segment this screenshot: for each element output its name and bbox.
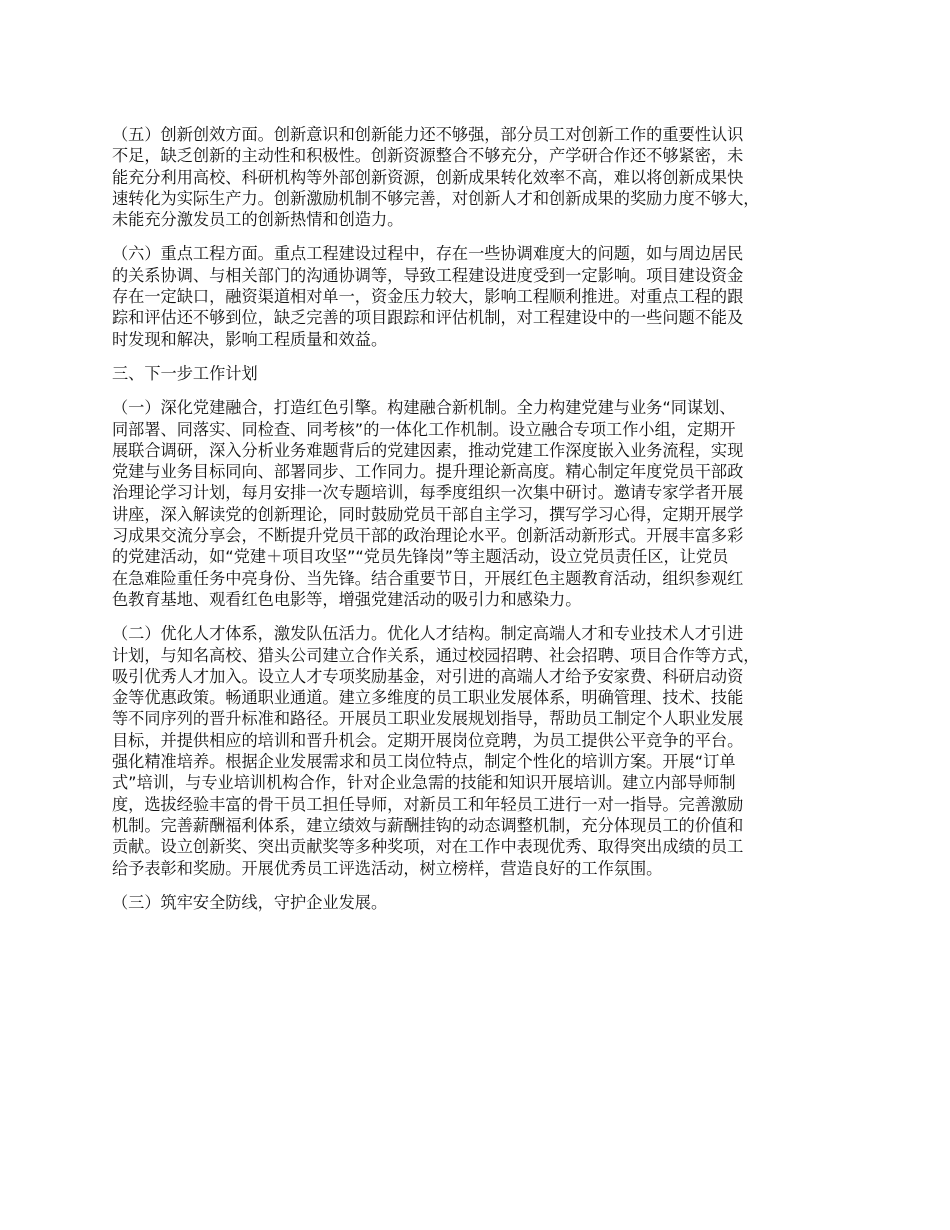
text-line: 踪和评估还不够到位，缺乏完善的项目跟踪和评估机制，对工程建设中的一些问题不能及 bbox=[112, 308, 744, 328]
text-line: 能充分利用高校、科研机构等外部创新资源，创新成果转化效率不高，难以将创新成果快 bbox=[112, 167, 744, 187]
text-line: 存在一定缺口，融资渠道相对单一，资金压力较大，影响工程顺利推进。对重点工程的跟 bbox=[112, 287, 744, 307]
text-line: 的党建活动，如“党建＋项目攻坚”“党员先锋岗”等主题活动，设立党员责任区，让党员 bbox=[112, 547, 729, 567]
text-line: 治理论学习计划，每月安排一次专题培训，每季度组织一次集中研讨。邀请专家学者开展 bbox=[112, 483, 744, 503]
text-line: 机制。完善薪酬福利体系，建立绩效与薪酬挂钩的动态调整机制，充分体现员工的价值和 bbox=[112, 815, 744, 835]
text-line: （三）筑牢安全防线，守护企业发展。 bbox=[112, 892, 388, 912]
text-line: 给予表彰和奖励。开展优秀员工评选活动，树立榜样，营造良好的工作氛围。 bbox=[112, 858, 663, 878]
text-line: 速转化为实际生产力。创新激励机制不够完善，对创新人才和创新成果的奖励力度不够大， bbox=[112, 188, 760, 208]
text-line: （六）重点工程方面。重点工程建设过程中，存在一些协调难度大的问题，如与周边居民 bbox=[112, 244, 744, 264]
text-line: 展联合调研，深入分析业务难题背后的党建因素，推动党建工作深度嵌入业务流程，实现 bbox=[112, 440, 744, 460]
text-line: 吸引优秀人才加入。设立人才专项奖励基金，对引进的高端人才给予安家费、科研启动资 bbox=[112, 666, 744, 686]
text-line: 同部署、同落实、同检查、同考核”的一体化工作机制。设立融合专项工作小组，定期开 bbox=[112, 419, 736, 439]
text-line: （二）优化人才体系，激发队伍活力。优化人才结构。制定高端人才和专业技术人才引进 bbox=[112, 624, 744, 644]
paragraph-p6 bbox=[112, 243, 860, 349]
text-line: 贡献。设立创新奖、突出贡献奖等多种奖项，对在工作中表现优秀、取得突出成绩的员工 bbox=[112, 837, 744, 857]
text-line: 度，选拔经验丰富的骨干员工担任导师，对新员工和年轻员工进行一对一指导。完善激励 bbox=[112, 794, 744, 814]
text-line: 强化精准培养。根据企业发展需求和员工岗位特点，制定个性化的培训方案。开展“订单 bbox=[112, 752, 736, 772]
paragraph-plan2 bbox=[112, 623, 860, 879]
document-page bbox=[112, 124, 860, 926]
text-line: 式”培训，与专业培训机构合作，针对企业急需的技能和知识开展培训。建立内部导师制 bbox=[112, 773, 736, 793]
plan-paragraphs bbox=[112, 397, 860, 913]
text-line: 等不同序列的晋升标准和路径。开展员工职业发展规划指导，帮助员工制定个人职业发展 bbox=[112, 709, 744, 729]
paragraph-plan1 bbox=[112, 397, 860, 610]
text-line: 的关系协调、与相关部门的沟通协调等，导致工程建设进度受到一定影响。项目建设资金 bbox=[112, 265, 744, 285]
paragraph-p5 bbox=[112, 124, 860, 230]
section-heading: 三、下一步工作计划 bbox=[112, 363, 258, 383]
paragraph-plan3 bbox=[112, 892, 860, 913]
text-line: 习成果交流分享会，不断提升党员干部的政治理论水平。创新活动新形式。开展丰富多彩 bbox=[112, 526, 744, 546]
text-line: 色教育基地、观看红色电影等，增强党建活动的吸引力和感染力。 bbox=[112, 589, 582, 609]
text-line: 目标，并提供相应的培训和晋升机会。定期开展岗位竞聘，为员工提供公平竞争的平台。 bbox=[112, 730, 744, 750]
text-line: 未能充分激发员工的创新热情和创造力。 bbox=[112, 210, 404, 230]
text-line: 不足，缺乏创新的主动性和积极性。创新资源整合不够充分，产学研合作还不够紧密，未 bbox=[112, 146, 744, 166]
text-line: 党建与业务目标同向、部署同步、工作同力。提升理论新高度。精心制定年度党员干部政 bbox=[112, 462, 744, 482]
text-line: 计划，与知名高校、猎头公司建立合作关系，通过校园招聘、社会招聘、项目合作等方式， bbox=[112, 645, 760, 665]
text-line: 金等优惠政策。畅通职业通道。建立多维度的员工职业发展体系，明确管理、技术、技能 bbox=[112, 688, 744, 708]
text-line: 时发现和解决，影响工程质量和效益。 bbox=[112, 329, 388, 349]
problem-paragraphs bbox=[112, 124, 860, 350]
text-line: （五）创新创效方面。创新意识和创新能力还不够强，部分员工对创新工作的重要性认识 bbox=[112, 125, 744, 144]
text-line: 在急难险重任务中亮身份、当先锋。结合重要节日，开展红色主题教育活动，组织参观红 bbox=[112, 568, 744, 588]
text-line: （一）深化党建融合，打造红色引擎。构建融合新机制。全力构建党建与业务“同谋划、 bbox=[112, 398, 736, 418]
text-line: 讲座，深入解读党的创新理论，同时鼓励党员干部自主学习，撰写学习心得，定期开展学 bbox=[112, 504, 744, 524]
